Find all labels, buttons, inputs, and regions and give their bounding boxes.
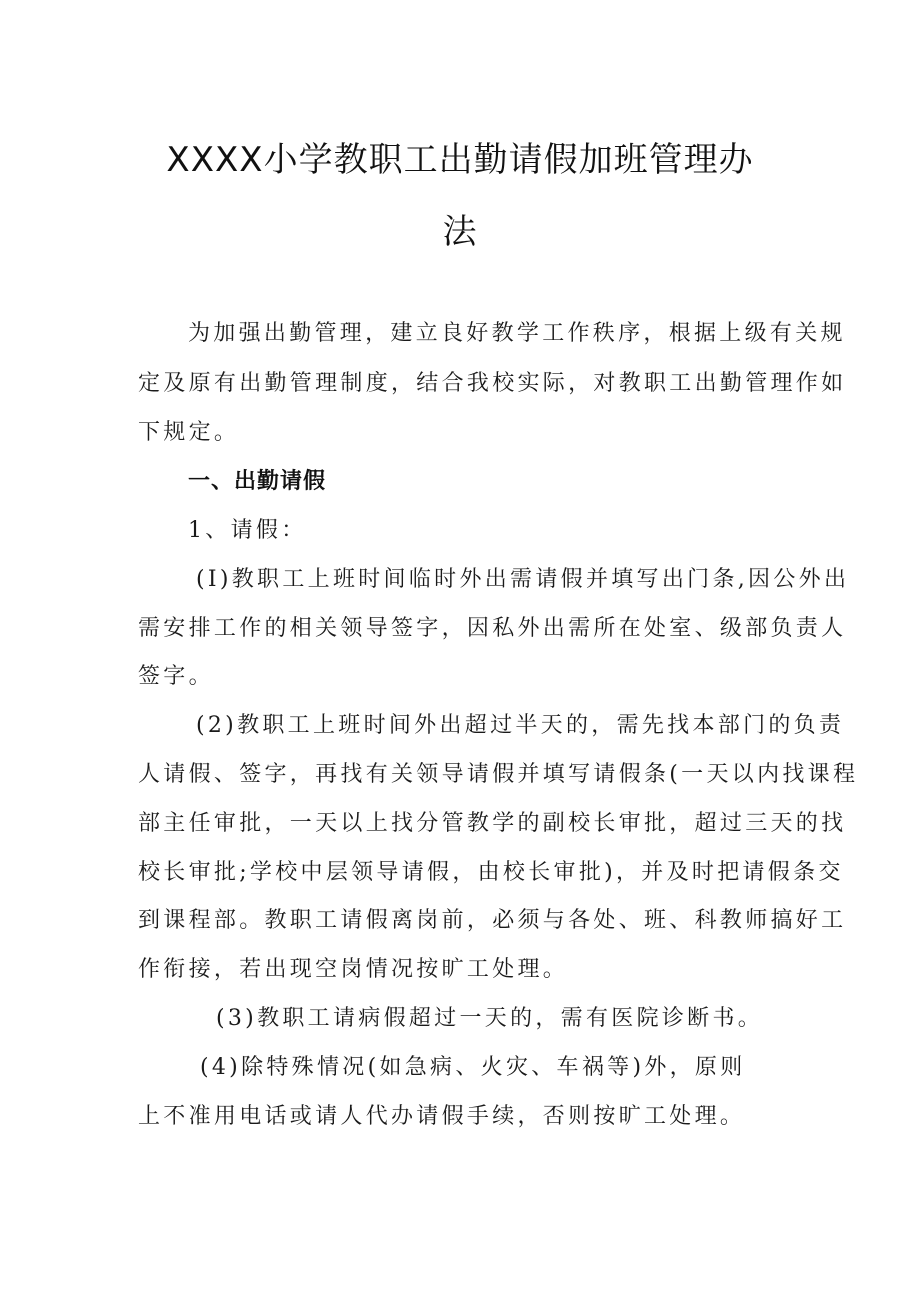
item-1-line-1: (I)教职工上班时间临时外出需请假并填写出门条,因公外出 (196, 567, 850, 592)
item-3-line-1: (3)教职工请病假超过一天的，需有医院诊断书。 (216, 1006, 764, 1031)
item-2-line-5: 到课程部。教职工请假离岗前，必须与各处、班、科教师搞好工 (138, 908, 847, 933)
intro-line-3: 下规定。 (138, 420, 240, 445)
item-4-line-1: (4)除特殊情况(如急病、火灾、车祸等)外，原则 (200, 1055, 746, 1080)
subheading-leave: 1、请假： (188, 518, 307, 543)
item-1-line-2: 需安排工作的相关领导签字，因私外出需所在处室、级部负责人 (138, 616, 847, 641)
item-2-line-1: (2)教职工上班时间外出超过半天的，需先找本部门的负责 (196, 713, 845, 738)
item-2-line-2: 人请假、签字，再找有关领导请假并填写请假条(一天以内找课程 (138, 762, 859, 787)
item-1-line-3: 签字。 (138, 664, 214, 689)
document-title-line-1: XXXX小学教职工出勤请假加班管理办 (166, 140, 754, 180)
item-2-line-6: 作衔接，若出现空岗情况按旷工处理。 (138, 957, 569, 982)
intro-line-1: 为加强出勤管理，建立良好教学工作秩序，根据上级有关规 (188, 321, 846, 346)
intro-line-2: 定及原有出勤管理制度，结合我校实际，对教职工出勤管理作如 (138, 371, 847, 396)
document-title-line-2: 法 (442, 212, 478, 252)
item-2-line-4: 校长审批;学校中层领导请假，由校长审批)，并及时把请假条交 (138, 860, 844, 885)
section-heading-attendance-leave: 一、出勤请假 (188, 469, 327, 494)
item-4-line-2: 上不准用电话或请人代办请假手续，否则按旷工处理。 (138, 1104, 746, 1129)
item-2-line-3: 部主任审批，一天以上找分管教学的副校长审批，超过三天的找 (138, 811, 847, 836)
